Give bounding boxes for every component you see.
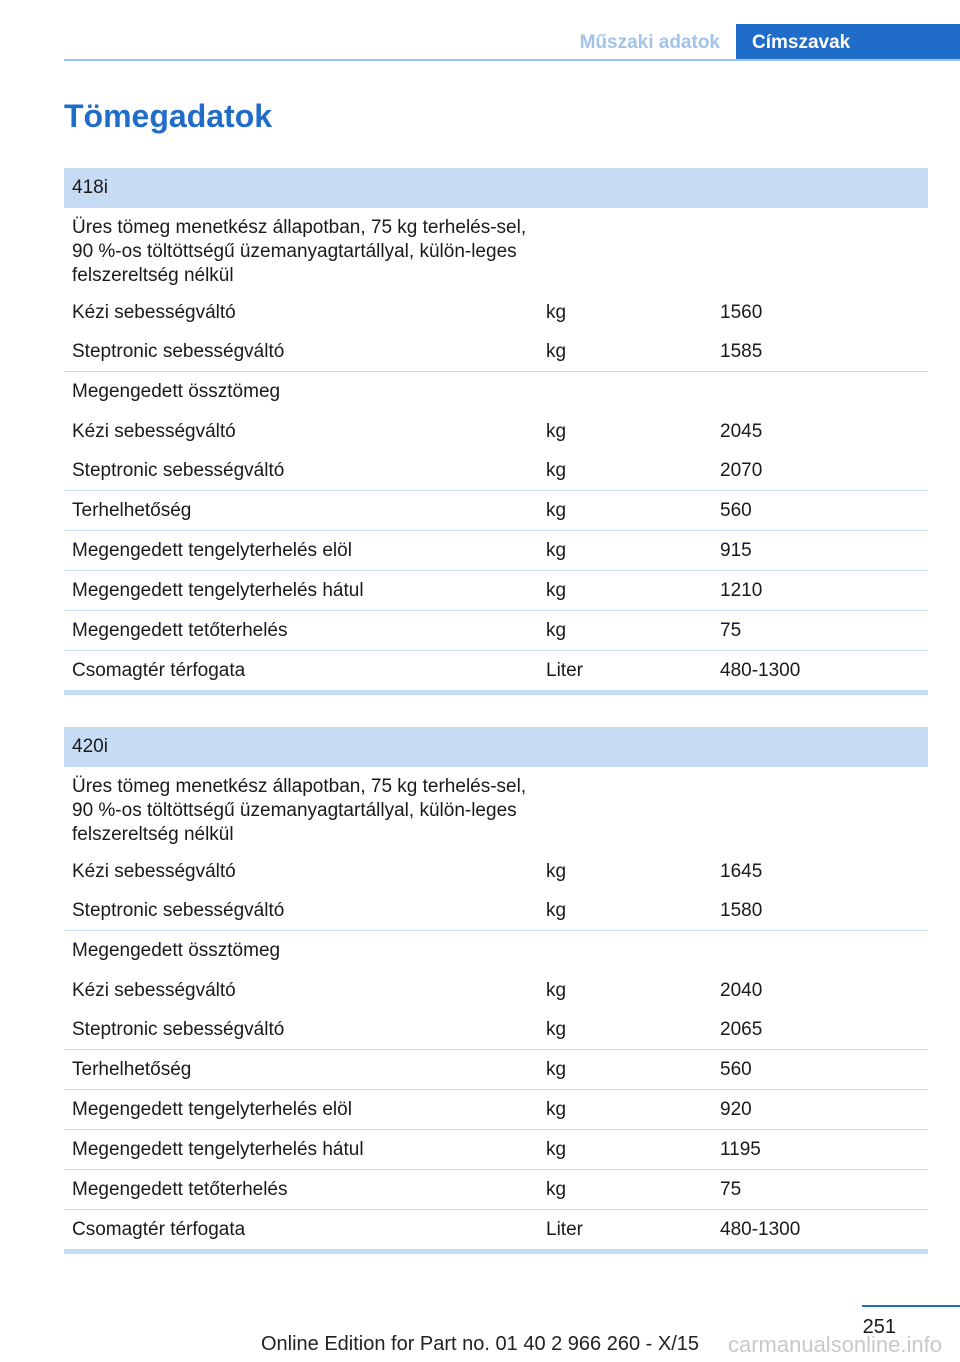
table-row [64, 610, 928, 650]
page-number: 251 [862, 1316, 896, 1338]
row-value: 1210 [720, 580, 763, 601]
table-row [64, 1129, 928, 1169]
row-label: Megengedett tengelyterhelés elöl [72, 540, 352, 561]
page-number-rule [862, 1305, 960, 1307]
gross-weight-heading: Megengedett össztömeg [72, 381, 281, 402]
row-label: Megengedett tetőterhelés [72, 620, 288, 641]
table-row [64, 293, 928, 332]
row-label: Steptronic sebességváltó [72, 1019, 285, 1040]
row-unit: kg [546, 580, 567, 601]
table-row [64, 332, 928, 371]
row-label: Kézi sebességváltó [72, 421, 236, 442]
weight-table-420i [64, 727, 928, 1254]
row-label: Kézi sebességváltó [72, 302, 236, 323]
row-label: Csomagtér térfogata [72, 1219, 246, 1240]
row-label: Megengedett tengelyterhelés elöl [72, 1099, 352, 1120]
row-label: Megengedett tengelyterhelés hátul [72, 580, 364, 601]
row-label: Steptronic sebességváltó [72, 460, 285, 481]
row-value: 560 [720, 500, 752, 521]
row-unit: kg [546, 1179, 567, 1200]
watermark: carmanualsonline.info [727, 1332, 942, 1357]
row-unit: kg [546, 980, 567, 1001]
row-unit: kg [546, 1019, 567, 1040]
table-model-header: 418i [64, 168, 928, 208]
row-value: 1645 [720, 861, 763, 882]
table-row [64, 451, 928, 490]
row-value: 2070 [720, 460, 763, 481]
table-row [64, 891, 928, 930]
table-row [64, 1049, 928, 1089]
row-label: Terhelhetőség [72, 1059, 192, 1080]
table-row [64, 1169, 928, 1209]
row-label: Megengedett tengelyterhelés hátul [72, 1139, 364, 1160]
row-unit: kg [546, 302, 567, 323]
row-value: 1585 [720, 341, 763, 362]
row-value: 2065 [720, 1019, 763, 1040]
row-label: Kézi sebességváltó [72, 861, 236, 882]
table-bottom-rule [64, 1249, 928, 1254]
row-value: 1195 [720, 1139, 761, 1160]
row-value: 75 [720, 1179, 742, 1200]
table-row [64, 1010, 928, 1049]
weight-table-418i [64, 168, 928, 695]
tab-technical-data[interactable]: Műszaki adatok [579, 32, 720, 53]
row-label: Kézi sebességváltó [72, 980, 236, 1001]
tab-keywords[interactable]: Címszavak [736, 24, 960, 61]
row-unit: kg [546, 1139, 567, 1160]
row-unit: Liter [546, 1219, 583, 1240]
row-unit: kg [546, 500, 567, 521]
table-row [64, 971, 928, 1010]
gross-weight-heading: Megengedett össztömeg [72, 940, 281, 961]
row-unit: kg [546, 540, 567, 561]
row-label: Terhelhetőség [72, 500, 192, 521]
row-value: 480-1300 [720, 660, 801, 681]
row-value: 2040 [720, 980, 763, 1001]
table-row [64, 650, 928, 690]
table-model-header: 420i [64, 727, 928, 767]
table-row [64, 1209, 928, 1249]
empty-weight-description: Üres tömeg menetkész állapotban, 75 kg terhelés-sel, 90 %-os töltöttségű üzemanyagtartállyal, külön-leges felszereltség nélkül [72, 776, 527, 845]
row-value: 75 [720, 620, 742, 641]
empty-weight-description: Üres tömeg menetkész állapotban, 75 kg terhelés-sel, 90 %-os töltöttségű üzemanyagtartállyal, külön-leges felszereltség nélkül [72, 217, 527, 286]
row-value: 480-1300 [720, 1219, 801, 1240]
table-row [64, 1089, 928, 1129]
row-unit: kg [546, 900, 567, 921]
row-unit: kg [546, 1099, 567, 1120]
row-value: 2045 [720, 421, 763, 442]
row-unit: kg [546, 861, 567, 882]
table-row [64, 852, 928, 891]
row-value: 915 [720, 540, 752, 561]
row-value: 1580 [720, 900, 763, 921]
row-unit: kg [546, 421, 567, 442]
row-unit: kg [546, 620, 567, 641]
table-row [64, 490, 928, 530]
table-row [64, 371, 928, 412]
page-title: Tömegadatok [64, 98, 273, 134]
row-label: Megengedett tetőterhelés [72, 1179, 288, 1200]
row-unit: kg [546, 341, 567, 362]
header-rule [64, 59, 960, 61]
table-row [64, 570, 928, 610]
row-value: 1560 [720, 302, 763, 323]
row-unit: kg [546, 1059, 567, 1080]
row-value: 920 [720, 1099, 752, 1120]
row-unit: kg [546, 460, 567, 481]
row-label: Steptronic sebességváltó [72, 900, 285, 921]
row-label: Csomagtér térfogata [72, 660, 246, 681]
table-row [64, 412, 928, 451]
table-row [64, 530, 928, 570]
table-row [64, 930, 928, 971]
header-bar [64, 24, 960, 61]
table-bottom-rule [64, 690, 928, 695]
edition-footer: Online Edition for Part no. 01 40 2 966 260 - X/15 [260, 1333, 700, 1355]
row-label: Steptronic sebességváltó [72, 341, 285, 362]
row-unit: Liter [546, 660, 583, 681]
row-value: 560 [720, 1059, 752, 1080]
